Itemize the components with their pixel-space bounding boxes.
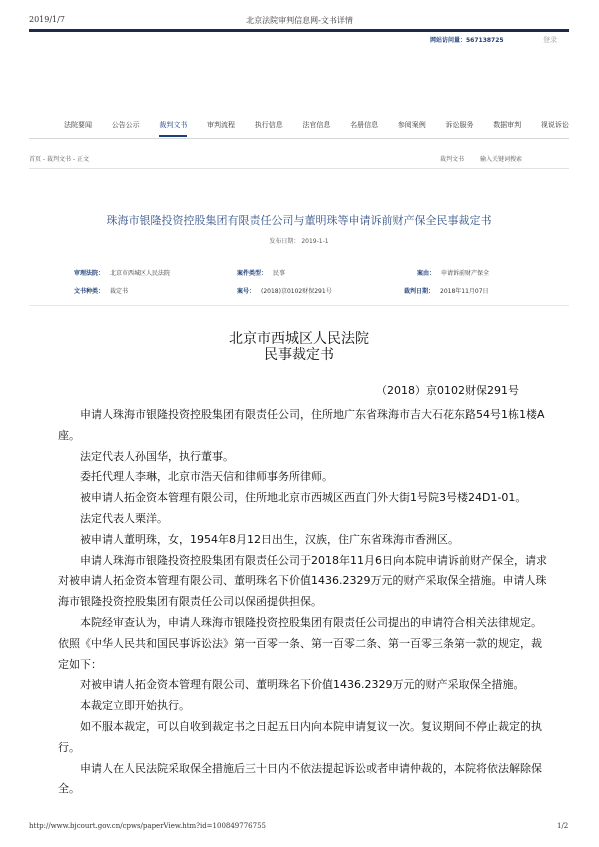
court-name: 北京市西城区人民法院: [229, 331, 369, 347]
breadcrumb[interactable]: 首页 - 裁判文书 - 正文: [29, 156, 89, 163]
search-input[interactable]: 输入关键词搜索: [479, 156, 522, 163]
print-page-number: 1/2: [557, 822, 569, 830]
print-page-title: 北京法院审判信息网-文书详情: [246, 16, 353, 25]
nav-item[interactable]: 执行信息: [254, 121, 283, 129]
visit-counter: 网站访问量：567138725: [430, 37, 504, 44]
ruling-paragraph: 被申请人董明珠，女，1954年8月12日出生，汉族，住广东省珠海市香洲区。: [80, 532, 459, 546]
nav-item[interactable]: 裁判文书: [159, 120, 187, 137]
search-area: [440, 154, 536, 163]
meta-divider: [29, 305, 569, 306]
ruling-paragraph: 本裁定立即开始执行。: [80, 699, 190, 713]
nav-item[interactable]: 法院要闻: [64, 121, 92, 129]
meta-judge-date-value: 2018年11月07日: [440, 288, 489, 295]
meta-court-label: 审理法院：: [74, 270, 105, 277]
ruling-paragraph: 本院经审查认为，申请人珠海市银隆投资控股集团有限责任公司提出的申请符合相关法律规定。依照《中华人民共和国民事诉讼法》第一百零一条、第一百零二条、第一百零三条第一款的规定，裁定如下：: [58, 615, 542, 671]
ruling-paragraph: 申请人在人民法院采取保全措施后三十日内不依法提起诉讼或者申请仲裁的，本院将依法解除保全。: [58, 761, 542, 796]
nav-item[interactable]: 视说诉讼: [540, 121, 569, 129]
publish-date: 发布日期： 2019-1-1: [269, 238, 329, 245]
meta-case-type-label: 案件类型：: [237, 270, 268, 277]
meta-doc-type: [74, 286, 128, 295]
nav-item[interactable]: 名册信息: [350, 121, 379, 129]
ruling-paragraph: 申请人珠海市银隆投资控股集团有限责任公司于2018年11月6日向本院申请诉前财产保全，请求对被申请人拓金资本管理有限公司、董明珠名下价值1436.2329万元的财产采取保全措施。申请人珠海市银隆投资控股集团有限责任公司以保函提供担保。: [58, 553, 547, 609]
meta-judge-date-label: 裁判日期：: [404, 288, 435, 295]
meta-cause: [417, 268, 489, 277]
ruling-text: [58, 405, 548, 800]
ruling-paragraph: 如不服本裁定，可以自收到裁定书之日起五日内向本院申请复议一次。复议期间不停止裁定的执行。: [58, 719, 542, 754]
meta-court-value: 北京市西城区人民法院: [110, 270, 171, 277]
ruling-paragraph: 委托代理人李琳，北京市浩天信和律师事务所律师。: [80, 470, 333, 484]
meta-case-no: [237, 286, 332, 295]
ruling-paragraph: 被申请人拓金资本管理有限公司，住所地北京市西城区西直门外大街1号院3号楼24D1-01。: [80, 491, 527, 505]
ruling-paragraph: 对被申请人拓金资本管理有限公司、董明珠名下价值1436.2329万元的财产采取保全措施。: [80, 678, 525, 692]
print-date: 2019/1/7: [29, 15, 65, 24]
meta-doc-type-value: 裁定书: [110, 288, 129, 295]
meta-case-type: [237, 268, 285, 277]
nav-item[interactable]: 诉讼服务: [445, 121, 474, 129]
print-url: http://www.bjcourt.gov.cn/cpws/paperView.htm?id=100849776755: [29, 822, 266, 830]
document-kind: 民事裁定书: [264, 347, 334, 363]
search-scope-tab[interactable]: 裁判文书: [440, 156, 465, 163]
meta-case-no-label: 案号：: [237, 288, 256, 295]
meta-court: [74, 268, 170, 277]
top-bar: [29, 29, 569, 32]
nav-item[interactable]: 审判流程: [207, 121, 236, 129]
ruling-paragraph: 法定代表人孙国华，执行董事。: [80, 449, 234, 463]
meta-judge-date: [404, 286, 489, 295]
breadcrumb-divider: [29, 168, 569, 169]
nav-item[interactable]: 公告公示: [111, 121, 140, 129]
login-link[interactable]: 登录: [543, 36, 557, 44]
main-nav: [64, 120, 569, 137]
nav-item[interactable]: 参阅案例: [397, 121, 426, 129]
meta-cause-label: 案由：: [417, 270, 436, 277]
nav-item[interactable]: 法官信息: [302, 121, 331, 129]
ruling-paragraph: 法定代表人栗洋。: [80, 511, 168, 525]
meta-case-no-value: (2018)京0102财保291号: [261, 288, 332, 295]
document-title: 珠海市银隆投资控股集团有限责任公司与董明珠等申请诉前财产保全民事裁定书: [106, 214, 492, 227]
meta-cause-value: 申请诉前财产保全: [441, 270, 490, 277]
nav-item[interactable]: 数据审判: [493, 121, 522, 129]
nav-divider: [29, 138, 569, 139]
case-number: （2018）京0102财保291号: [376, 384, 519, 397]
meta-doc-type-label: 文书种类：: [74, 288, 105, 295]
meta-case-type-value: 民事: [273, 270, 286, 277]
ruling-paragraph: 申请人珠海市银隆投资控股集团有限责任公司，住所地广东省珠海市吉大石花东路54号1栋1楼A座。: [58, 408, 545, 442]
